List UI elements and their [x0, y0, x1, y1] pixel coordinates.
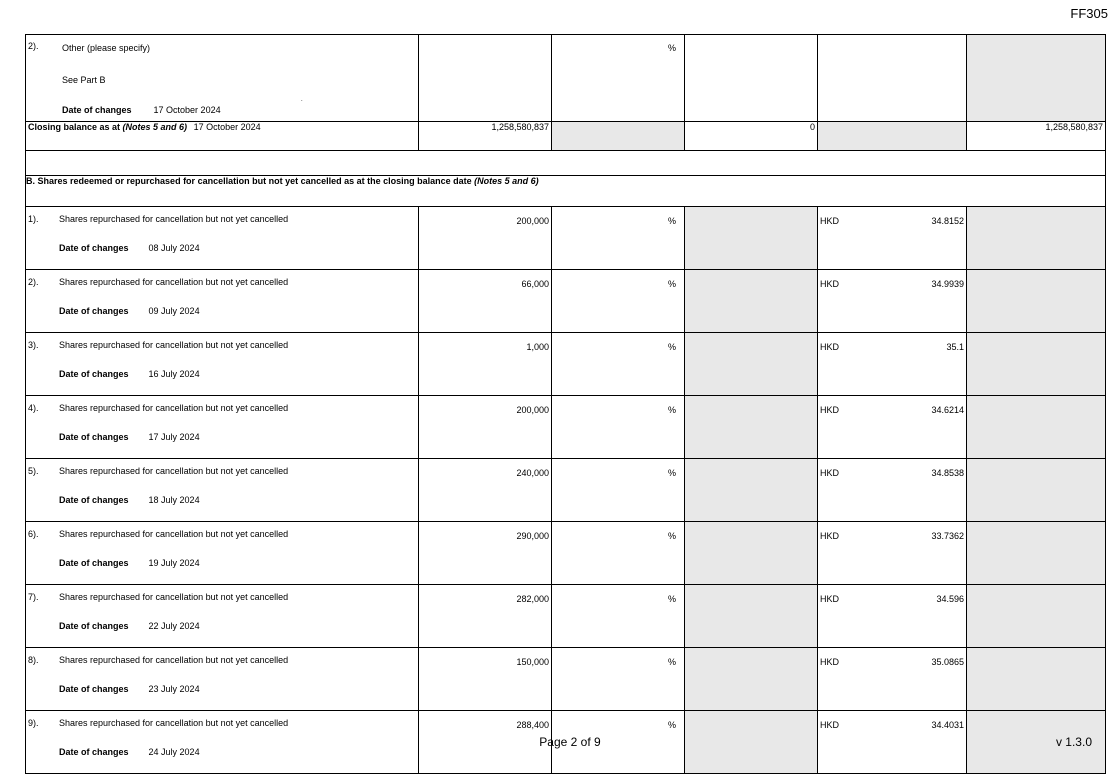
closing-col1: 1,258,580,837	[419, 122, 552, 151]
part-a-other-row	[26, 35, 1106, 122]
currency-code: HKD	[820, 594, 840, 604]
repurchase-description-cell	[26, 585, 419, 648]
repurchase-col6	[967, 207, 1106, 270]
repurchase-row	[26, 648, 1106, 711]
repurchase-col6	[967, 585, 1106, 648]
currency-code: HKD	[820, 720, 840, 730]
repurchase-description: Shares repurchased for cancellation but not yet cancelled	[59, 529, 289, 539]
row-index: 8).	[28, 655, 39, 665]
repurchase-description-cell	[26, 648, 419, 711]
date-of-changes: Date of changes 09 July 2024	[59, 306, 200, 316]
repurchase-description: Shares repurchased for cancellation but not yet cancelled	[59, 214, 289, 224]
row-index: 9).	[28, 718, 39, 728]
repurchase-shares: 150,000	[419, 648, 552, 711]
repurchase-percent: %	[552, 207, 685, 270]
repurchase-row	[26, 396, 1106, 459]
closing-label-cell: Closing balance as at (Notes 5 and 6) 17 October 2024	[26, 122, 419, 151]
repurchase-shares: 240,000	[419, 459, 552, 522]
repurchase-price-cell	[818, 522, 967, 585]
repurchase-shares: 290,000	[419, 522, 552, 585]
currency-code: HKD	[820, 405, 840, 415]
date-of-changes: Date of changes 17 July 2024	[59, 432, 200, 442]
repurchase-price-cell	[818, 459, 967, 522]
currency-code: HKD	[820, 531, 840, 541]
part-b-heading-row	[26, 176, 1106, 207]
date-of-changes: Date of changes 16 July 2024	[59, 369, 200, 379]
repurchase-price-cell	[818, 333, 967, 396]
other-col5-cell	[818, 35, 967, 122]
date-of-changes: Date of changes 23 July 2024	[59, 684, 200, 694]
repurchase-price: 34.8152	[931, 216, 964, 226]
repurchase-description-cell	[26, 270, 419, 333]
other-description-cell	[26, 35, 419, 122]
other-specify-text: See Part B	[62, 75, 106, 85]
repurchase-percent: %	[552, 585, 685, 648]
repurchase-price: 34.4031	[931, 720, 964, 730]
other-percent-cell: %	[552, 35, 685, 122]
repurchase-col4	[685, 207, 818, 270]
repurchase-shares: 200,000	[419, 396, 552, 459]
repurchase-price-cell	[818, 270, 967, 333]
closing-col4	[818, 122, 967, 151]
repurchase-price: 34.6214	[931, 405, 964, 415]
repurchase-col4	[685, 585, 818, 648]
repurchase-price: 34.9939	[931, 279, 964, 289]
row-index: 2).	[28, 41, 39, 51]
closing-col3: 0	[685, 122, 818, 151]
share-movement-table	[25, 34, 1106, 774]
page-number: Page 2 of 9	[539, 735, 601, 749]
repurchase-description: Shares repurchased for cancellation but not yet cancelled	[59, 718, 289, 728]
repurchase-description-cell	[26, 396, 419, 459]
repurchase-col6	[967, 522, 1106, 585]
repurchase-description: Shares repurchased for cancellation but not yet cancelled	[59, 592, 289, 602]
repurchase-description-cell	[26, 333, 419, 396]
repurchase-description: Shares repurchased for cancellation but not yet cancelled	[59, 403, 289, 413]
currency-code: HKD	[820, 216, 840, 226]
date-of-changes: Date of changes 17 October 2024	[62, 105, 221, 115]
currency-code: HKD	[820, 657, 840, 667]
repurchase-description: Shares repurchased for cancellation but not yet cancelled	[59, 340, 289, 350]
repurchase-col4	[685, 648, 818, 711]
repurchase-percent: %	[552, 333, 685, 396]
repurchase-percent: %	[552, 648, 685, 711]
version-label: v 1.3.0	[1055, 735, 1092, 749]
repurchase-price-cell	[818, 648, 967, 711]
repurchase-percent: %	[552, 270, 685, 333]
repurchase-row	[26, 459, 1106, 522]
repurchase-percent: %	[552, 396, 685, 459]
date-of-changes: Date of changes 19 July 2024	[59, 558, 200, 568]
repurchase-shares: 1,000	[419, 333, 552, 396]
currency-code: HKD	[820, 279, 840, 289]
repurchase-price-cell	[818, 585, 967, 648]
date-of-changes: Date of changes 24 July 2024	[59, 747, 200, 757]
row-index: 3).	[28, 340, 39, 350]
repurchase-col6	[967, 396, 1106, 459]
repurchase-price: 34.596	[936, 594, 964, 604]
row-index: 1).	[28, 214, 39, 224]
other-label: Other (please specify)	[62, 43, 151, 53]
repurchase-description: Shares repurchased for cancellation but not yet cancelled	[59, 466, 289, 476]
currency-code: HKD	[820, 342, 840, 352]
date-of-changes: Date of changes 22 July 2024	[59, 621, 200, 631]
repurchase-percent: %	[552, 459, 685, 522]
row-index: 5).	[28, 466, 39, 476]
form-code: FF305	[1070, 6, 1108, 21]
repurchase-col4	[685, 396, 818, 459]
row-index: 6).	[28, 529, 39, 539]
other-col6-cell	[967, 35, 1106, 122]
repurchase-description: Shares repurchased for cancellation but not yet cancelled	[59, 277, 289, 287]
repurchase-percent: %	[552, 522, 685, 585]
repurchase-col4	[685, 270, 818, 333]
repurchase-col6	[967, 459, 1106, 522]
repurchase-col6	[967, 333, 1106, 396]
closing-col2	[552, 122, 685, 151]
date-of-changes: Date of changes 08 July 2024	[59, 243, 200, 253]
repurchase-shares: 282,000	[419, 585, 552, 648]
repurchase-row	[26, 585, 1106, 648]
repurchase-col4	[685, 459, 818, 522]
repurchase-row	[26, 207, 1106, 270]
repurchase-col4	[685, 333, 818, 396]
row-index: 4).	[28, 403, 39, 413]
closing-col5: 1,258,580,837	[967, 122, 1106, 151]
repurchase-row	[26, 522, 1106, 585]
row-index: 2).	[28, 277, 39, 287]
repurchase-col6	[967, 648, 1106, 711]
repurchase-price-cell	[818, 396, 967, 459]
other-shares-cell	[419, 35, 552, 122]
repurchase-row	[26, 270, 1106, 333]
repurchase-description-cell	[26, 459, 419, 522]
repurchase-percent: %	[552, 711, 685, 774]
repurchase-row	[26, 333, 1106, 396]
part-b-heading: B. Shares redeemed or repurchased for cancellation but not yet cancelled as at the closing balance date (Notes 5 and 6)	[26, 176, 1106, 207]
closing-balance-row	[26, 122, 1106, 151]
repurchase-price: 33.7362	[931, 531, 964, 541]
spacer-row	[26, 151, 1106, 176]
repurchase-col4	[685, 522, 818, 585]
repurchase-shares: 200,000	[419, 207, 552, 270]
repurchase-price-cell	[818, 207, 967, 270]
row-index: 7).	[28, 592, 39, 602]
repurchase-description: Shares repurchased for cancellation but not yet cancelled	[59, 655, 289, 665]
date-of-changes: Date of changes 18 July 2024	[59, 495, 200, 505]
repurchase-price: 35.1	[946, 342, 964, 352]
repurchase-col6	[967, 270, 1106, 333]
repurchase-shares: 288,400	[419, 711, 552, 774]
repurchase-shares: 66,000	[419, 270, 552, 333]
repurchase-price: 35.0865	[931, 657, 964, 667]
currency-code: HKD	[820, 468, 840, 478]
other-col4-cell	[685, 35, 818, 122]
repurchase-price: 34.8538	[931, 468, 964, 478]
repurchase-description-cell	[26, 207, 419, 270]
dot-mark: .	[301, 97, 303, 103]
repurchase-description-cell	[26, 522, 419, 585]
